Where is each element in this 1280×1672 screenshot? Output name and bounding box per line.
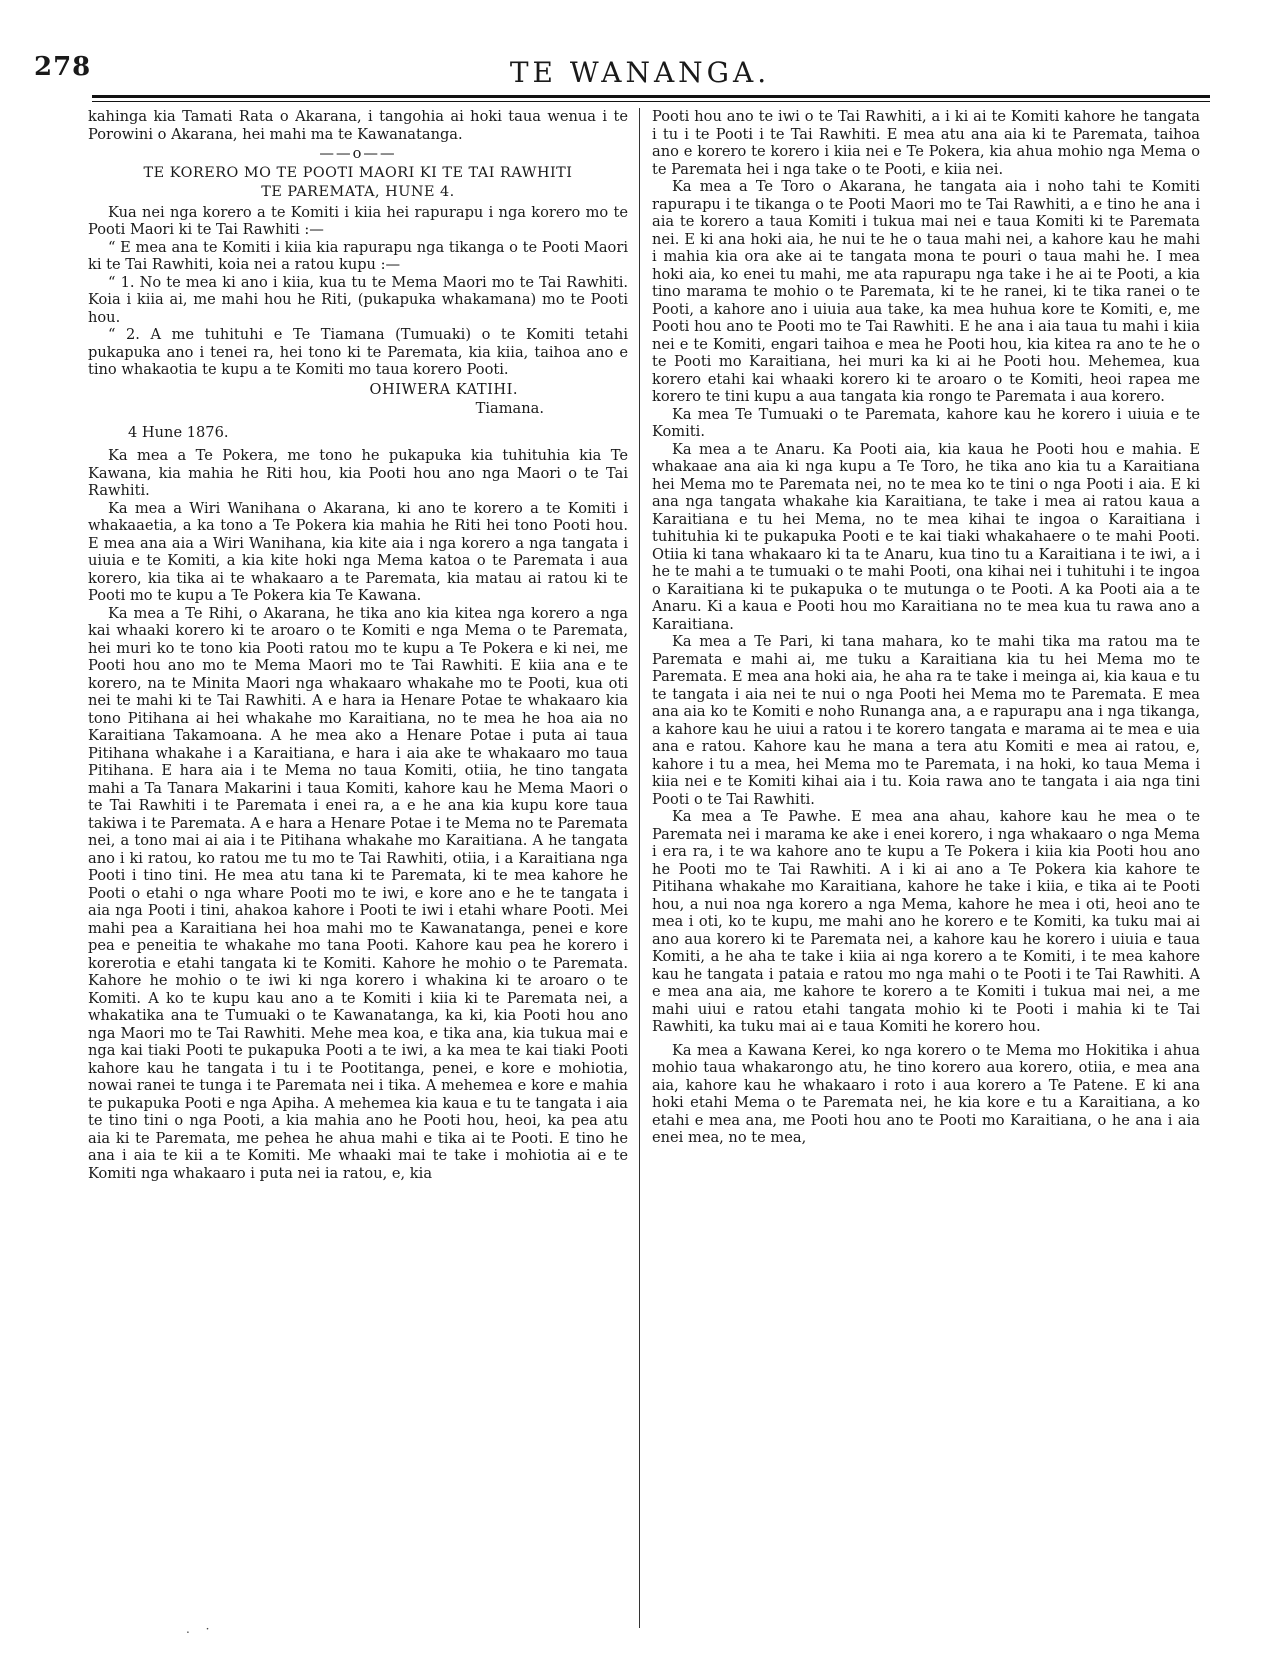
- section-heading: TE KORERO MO TE POOTI MAORI KI TE TAI RAWHITI: [143, 164, 573, 181]
- section-subheading: TE PAREMATA, HUNE 4.: [261, 184, 455, 200]
- intro-paragraph: kahinga kia Tamati Rata o Akarana, i tangohia ai hoki taua wenua i te Porowini o Akarana, hei mahi ma te Kawanatanga.: [88, 108, 628, 143]
- body-paragraph: Ka mea a Te Toro o Akarana, he tangata aia i noho tahi te Komiti rapurapu i te tikanga o te Pooti Maori mo te Tai Rawhiti, a e tino he ana i aia te korero a taua Komiti i tukua mai nei e taua Komiti ki te Paremata nei. E ki ana hoki aia, he nui te he o taua mahi nei, a kahore kau he mahi i mahia kia ora ake ai te tangata mona te pouri o taua mahi he. I mea hoki aia, ko enei tu mahi, me ata rapurapu nga take i he ai te Pooti, a kia tino marama te mohio o te Paremata, ki te he ranei, ki te tika ranei o te Pooti, a kahore ano i uiuia aua take, ka mea huhua kore te Komiti, e, me Pooti hou ano te Pooti mo te Tai Rawhiti. E he ana i aia taua tu mahi i kiia nei e te Komiti, engari taihoa e mea he Pooti hou, kia kitea ra ano te he o te Pooti mo Karaitiana, hei muri ka ki ai he Pooti hou. Mehemea, kua korero etahi kai whaaki korero ki te aroaro o te Komiti, heoi rapea me korero te tini kupu a aua tangata kia rongo te Paremata i aua korero.: [652, 178, 1200, 405]
- page-number: 278: [34, 52, 92, 82]
- report-paragraph: “ 1. No te mea ki ano i kiia, kua tu te Mema Maori mo te Tai Rawhiti. Koia i kiia ai, me mahi hou he Riti, (pukapuka whakamana) mo te Pooti hou.: [88, 273, 628, 326]
- section-divider: ——o——: [319, 145, 397, 162]
- body-paragraph: Ka mea a Te Pari, ki tana mahara, ko te mahi tika ma ratou ma te Paremata e mahi ai, me tuku a Karaitiana kia tu hei Mema mo te Paremata. E mea ana hoki aia, he aha ra te take i meinga ai, kia kaua e tu te tangata i aia nei te nui o nga Pooti hei Mema mo te Paremata. E mea ana aia ko te Komiti e noho Runanga ana, a e rapurapu ana i nga tikanga, a kahore kau he uiui a ratou i te korero tangata e marama ai te mea e uia ana e ratou. Kahore kau he mana a tera atu Komiti e mea ai ratou, e, kahore i tu a mea, hei Mema mo te Paremata, i na hoki, ko taua Mema i kiia nei e te Komiti kihai aia i tu. Koia rawa ano te tangata i aia nga tini Pooti o te Tai Rawhiti.: [652, 633, 1200, 808]
- body-paragraph: Ka mea Te Tumuaki o te Paremata, kahore kau he korero i uiuia e te Komiti.: [652, 405, 1200, 440]
- masthead-title: TE WANANGA.: [509, 56, 771, 89]
- left-column: [88, 108, 628, 1638]
- body-paragraph: Ka mea a te Anaru. Ka Pooti aia, kia kaua he Pooti hou e mahia. E whakaae ana aia ki nga kupu a Te Toro, he tika ano kia tu a Karaitiana hei Mema mo te Paremata nei, no te mea ko te tini o nga Pooti i aia. E ki ana nga tangata whakahe kia Karaitiana, te take i mea ai ratou kaua a Karaitiana e tu hei Mema, no te mea kihai te ingoa o Karaitiana i tuhituhia ki te pukapuka Pooti e te kai tiaki whakahaere o te mahi Pooti. Otiia ki tana whakaaro ki ta te Anaru, kua tino tu a Karaitiana i te iwi, a i he te mahi a te tumuaki o te mahi Pooti, ona kihai nei i tuhituhi i te ingoa o Karaitiana ki te pukapuka o te mutunga o te Pooti. A ka Pooti aia a te Anaru. Ki a kaua e Pooti hou mo Karaitiana no te mea kua tu rawa ano a Karaitiana.: [652, 440, 1200, 633]
- body-paragraph: Pooti hou ano te iwi o te Tai Rawhiti, a i ki ai te Komiti kahore he tangata i tu i te Pooti i te Tai Rawhiti. E mea atu ana aia ki te Paremata, taihoa ano e korero te korero i kiia nei e Te Pokera, kia ahua mohio nga Mema o te Paremata hei i nga take o te Pooti, e kiia nei.: [652, 108, 1200, 178]
- column-divider: [639, 108, 640, 1628]
- body-paragraph: Ka mea a Kawana Kerei, ko nga korero o te Mema mo Hokitika i ahua mohio taua whakarongo atu, he tino korero aua korero, otiia, e mea ana aia, kahore kau he whakaaro i roto i aua korero a Te Patene. E ki ana hoki etahi Mema o te Paremata nei, he kia kore e tu a Karaitiana, a ko etahi e mea ana, me Pooti hou ano te Pooti mo Karaitiana, o he ana i aia enei mea, no te mea,: [652, 1041, 1200, 1146]
- right-column: [652, 108, 1200, 1638]
- report-date: 4 Hune 1876.: [128, 423, 229, 441]
- body-paragraph: Ka mea a Te Rihi, o Akarana, he tika ano kia kitea nga korero a nga kai whaaki korero ki te aroaro o te Komiti e nga Mema o te Paremata, hei muri ko te tono kia Pooti ratou mo te kupu a Te Pokera e ki nei, me Pooti hou ano mo te Mema Maori mo te Tai Rawhiti. E kiia ana e te korero, na te Minita Maori nga whakaaro whakahe mo te Pooti, kua oti nei te mahi ki te Tai Rawhiti. A e hara ia Henare Potae te whakaaro kia tono Pitihana ai hei whakahe mo Karaitiana, no te mea he hoa aia no Karaitiana Takamoana. A he mea ako a Henare Potae i puta ai taua Pitihana whakahe i a Karaitiana, e hara i aia ake te whakaaro mo taua Pitihana. E hara aia i te Mema no taua Komiti, otiia, he tino tangata mahi a Ta Tanara Makarini i taua Komiti, kahore kau he Mema Maori o te Tai Rawhiti i te Paremata i enei ra, a e he ana kia kupu kore taua takiwa i te Paremata. A e hara a Henare Potae i te Mema no te Paremata nei, a tono mai ai aia i te Pitihana whakahe mo Karaitiana. A he tangata ano i ki ratou, ko ratou me tu mo te Tai Rawhiti, otiia, i a Karaitiana nga Pooti i tino tini. He mea atu tana ki te Paremata, ki te mea kahore he Pooti o etahi o nga whare Pooti mo te iwi, e kore ano e he te tangata i aia nga Pooti i tini, ahakoa kahore i Pooti te iwi i etahi whare Pooti. Mei mahi pea a Karaitiana hei hoa mahi mo te Kawanatanga, penei e kore pea e peneitia te whakahe mo tana Pooti. Kahore kau pea he korero i korerotia e etahi tangata ki te Komiti. Kahore he mohio o te Paremata. Kahore he mohio o te iwi ki nga korero i whakina ki te aroaro o te Komiti. A ko te kupu kau ano a te Komiti i kiia ki te Paremata nei, a whakatika ana te Tumuaki o te Kawanatanga, ka ki, kia Pooti hou ano nga Maori mo te Tai Rawhiti. Mehe mea koa, e tika ana, kia tukua mai e nga kai tiaki Pooti te pukapuka Pooti a te iwi, a ka mea te kai tiaki Pooti kahore kau he tangata i tu i te Pootitanga, penei, e kore e mohiotia, nowai ranei te tunga i te Paremata nei i tika. A mehemea e kore e mahia te pukapuka Pooti e nga Apiha. A mehemea kia kaua e tu te tangata i aia te tino tini o nga Pooti, a kia mahia ano he Pooti hou, heoi, ka pea atu aia ki te Paremata, me pehea he ahua mahi e tika ai te Pooti. E tino he ana i aia te kii a te Komiti. Me whaaki mai te take i mohiotia ai e te Komiti nga whakaaro i puta nei ia ratou, e, kia: [88, 604, 628, 1182]
- signature-title: Tiamana.: [475, 400, 544, 417]
- report-paragraph: “ 2. A me tuhituhi e Te Tiamana (Tumuaki) o te Komiti tetahi pukapuka ano i tenei ra, hei tono ki te Paremata, kia kiia, taihoa ano e tino whakaotia te kupu a te Komiti mo taua korero Pooti.: [88, 326, 628, 378]
- footer-mark: . ·: [186, 1622, 216, 1636]
- report-paragraph: Kua nei nga korero a te Komiti i kiia hei rapurapu i nga korero mo te Pooti Maori ki te Tai Rawhiti :—: [88, 203, 628, 238]
- header-rule-thin: [92, 101, 1210, 102]
- body-paragraph: Ka mea a Te Pawhe. E mea ana ahau, kahore kau he mea o te Paremata nei i marama ke ake i enei korero, i nga whakaaro o nga Mema i era ra, i te wa kahore ano te kupu a Te Pokera i kiia kia Pooti hou ano he Pooti mo te Tai Rawhiti. A i ki ai ano a Te Pokera kia kahore te Pitihana whakahe mo Karaitiana, kahore he take i kiia, e tika ai te Pooti hou, a nui noa nga korero a nga Mema, kahore he mea i oti, heoi ano te mea i oti, ko te kupu, me mahi ano he korero e te Komiti, ka tuku mai ai ano aua korero ki te Paremata nei, a kahore kau he korero i uiuia e taua Komiti, a he aha te take i kiia ai nga korero a te Komiti, i te mea kahore kau he tangata i pataia e ratou mo nga mahi o te Pooti i te Tai Rawhiti. A e mea ana aia, me kahore te korero a te Komiti i tukua mai nei, a me mahi uiui e ratou etahi tangata mohio ki te Pooti i mahia ki te Tai Rawhiti, ka tuku mai ai e taua Komiti he korero hou.: [652, 808, 1200, 1035]
- body-paragraph: Ka mea a Wiri Wanihana o Akarana, ki ano te korero a te Komiti i whakaaetia, a ka tono a Te Pokera kia mahia he Riti hei tono Pooti hou. E mea ana aia a Wiri Wanihana, kia kite aia i nga korero a nga tangata i uiuia e te Komiti, a kia kite hoki nga Mema katoa o te Paremata i aua korero, kia tika ai te whakaaro a te Paremata, kia matau ai ratou ki te Pooti mo te kupu a Te Pokera kia Te Kawana.: [88, 499, 628, 604]
- body-paragraph: Ka mea a Te Pokera, me tono he pukapuka kia tuhituhia kia Te Kawana, kia mahia he Riti hou, kia Pooti hou ano nga Maori o te Tai Rawhiti.: [88, 447, 628, 499]
- report-paragraph: “ E mea ana te Komiti i kiia kia rapurapu nga tikanga o te Pooti Maori ki te Tai Rawhiti, koia nei a ratou kupu :—: [88, 238, 628, 273]
- signature-name: OHIWERA KATIHI.: [369, 380, 518, 398]
- header-rule: [92, 95, 1210, 98]
